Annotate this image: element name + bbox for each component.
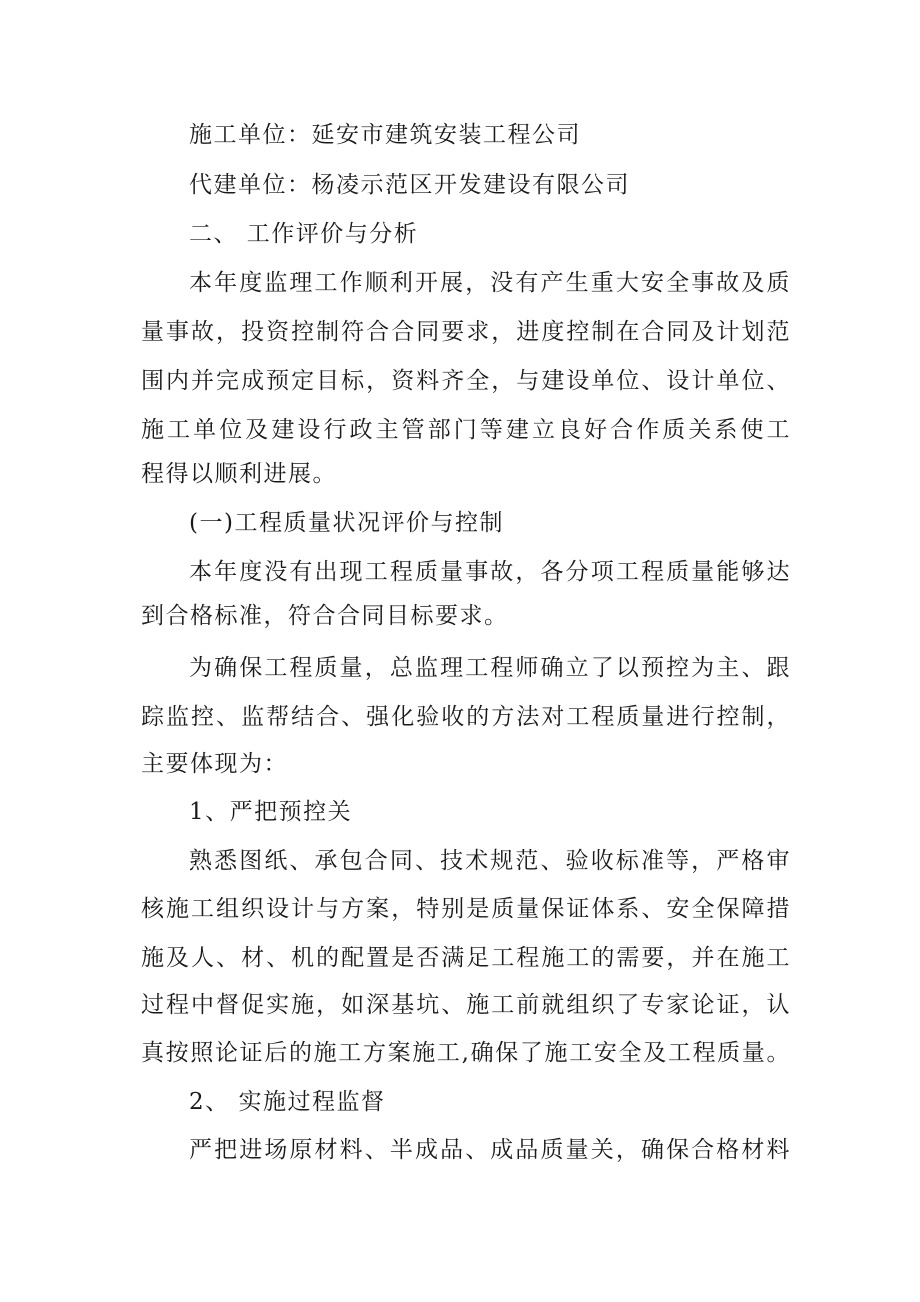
agent-unit-line: 代建单位：杨凌示范区开发建设有限公司 [189,172,630,198]
subsection-heading-1: (一)工程质量状况评价与控制 [189,510,504,536]
item-heading-1: 1、严把预控关 [189,799,353,825]
paragraph-line: 为确保工程质量，总监理工程师确立了以预控为主、跟 [189,655,791,681]
paragraph-line: 核施工组织设计与方案，特别是质量保证体系、安全保障措 [141,896,791,922]
paragraph-line: 严把进场原材料、半成品、成品质量关，确保合格材料 [189,1137,791,1163]
paragraph-line: 施工单位及建设行政主管部门等建立良好合作质关系使工 [141,417,791,443]
paragraph-line: 真按照论证后的施工方案施工,确保了施工安全及工程质量。 [141,1040,791,1066]
paragraph-line: 量事故，投资控制符合合同要求，进度控制在合同及计划范 [141,319,791,345]
paragraph-line: 主要体现为： [141,751,288,777]
construction-unit-line: 施工单位：延安市建筑安装工程公司 [189,122,581,148]
paragraph-line: 本年度监理工作顺利开展，没有产生重大安全事故及质 [189,270,791,296]
paragraph-line: 到合格标准，符合合同目标要求。 [141,603,509,629]
item-heading-2: 2、 实施过程监督 [189,1089,386,1115]
paragraph-line: 踪监控、监帮结合、强化验收的方法对工程质量进行控制， [141,704,791,730]
paragraph-line: 过程中督促实施，如深基坑、施工前就组织了专家论证，认 [141,992,791,1018]
section-heading-2: 二、 工作评价与分析 [189,221,419,247]
paragraph-line: 程得以顺利进展。 [141,461,337,487]
paragraph-line: 围内并完成预定目标，资料齐全，与建设单位、设计单位、 [141,368,791,394]
paragraph-line: 施及人、材、机的配置是否满足工程施工的需要，并在施工 [141,945,791,971]
paragraph-line: 熟悉图纸、承包合同、技术规范、验收标准等，严格审 [189,848,791,874]
paragraph-line: 本年度没有出现工程质量事故，各分项工程质量能够达 [189,559,791,585]
